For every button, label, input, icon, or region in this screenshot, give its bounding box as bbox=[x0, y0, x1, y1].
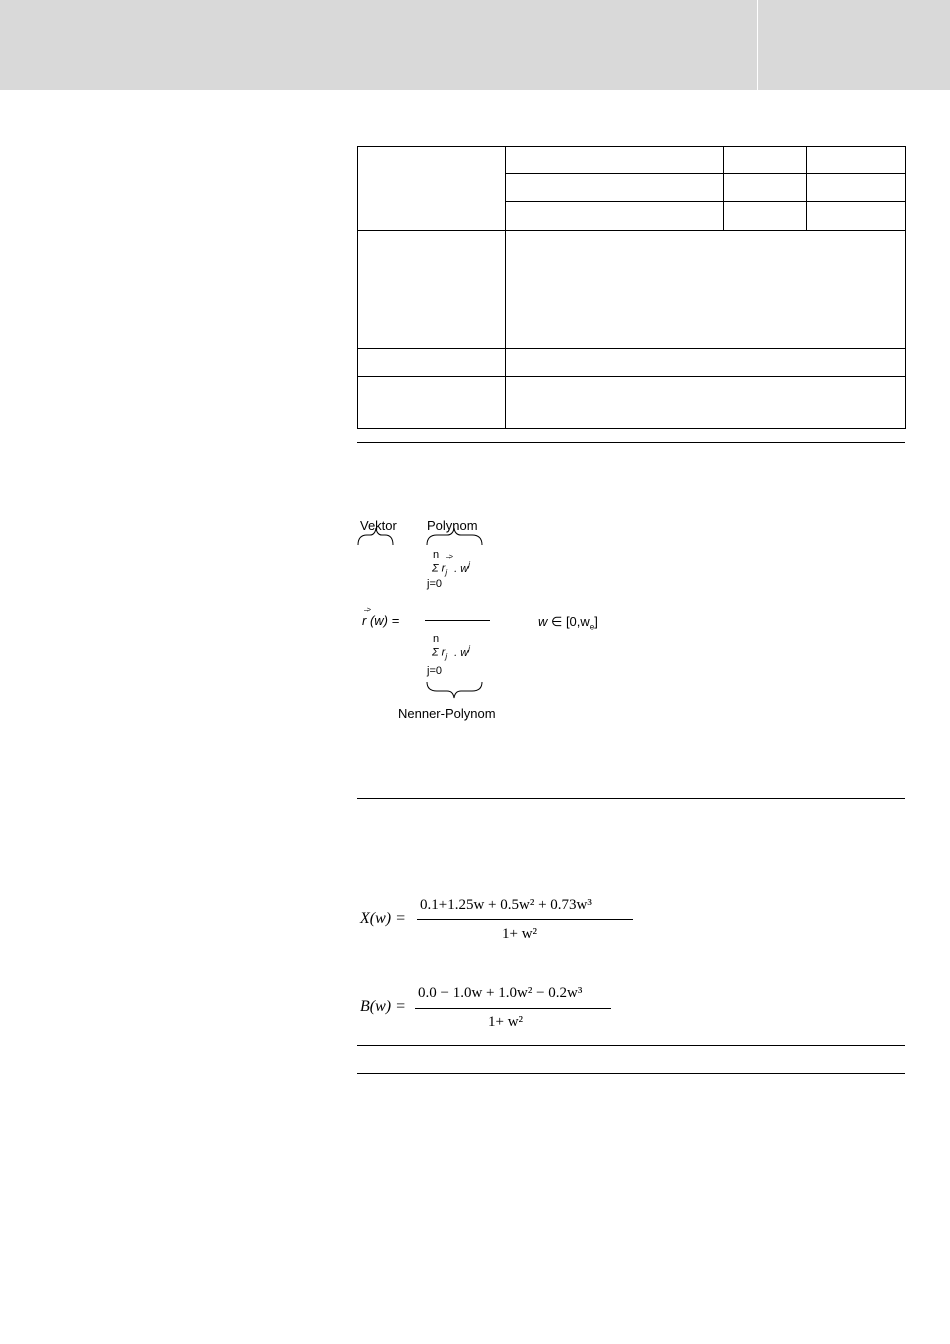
b-equation-numerator: 0.0 − 1.0w + 1.0w² − 0.2w³ bbox=[418, 985, 583, 1001]
table-row bbox=[358, 377, 906, 429]
table-cell bbox=[807, 202, 906, 231]
denominator-upper-limit: n bbox=[433, 633, 440, 645]
denominator-w-term: . w bbox=[454, 646, 469, 659]
numerator-w-term: . w bbox=[454, 562, 469, 575]
x-equation-numerator: 0.1+1.25w + 0.5w² + 0.73w³ bbox=[420, 897, 592, 913]
numerator-vector-arrow: –> bbox=[446, 554, 452, 561]
table-cell bbox=[506, 377, 906, 429]
domain-close-bracket: ] bbox=[594, 614, 598, 629]
brace-graphics bbox=[355, 525, 655, 725]
denominator-sum bbox=[432, 644, 470, 661]
denominator-lower-limit: j=0 bbox=[427, 665, 442, 677]
numerator-sum bbox=[432, 560, 470, 577]
x-equation-lhs: X(w) = bbox=[360, 910, 406, 927]
b-equation-fraction-bar bbox=[415, 1008, 611, 1009]
numerator-upper-limit: n bbox=[433, 549, 440, 561]
table-cell bbox=[506, 349, 906, 377]
table-cell bbox=[506, 174, 724, 202]
nenner-brace bbox=[427, 682, 482, 698]
table-cell bbox=[724, 147, 807, 174]
header-band bbox=[0, 0, 950, 90]
table-cell bbox=[724, 174, 807, 202]
domain-variable: w bbox=[538, 614, 548, 629]
table-cell bbox=[358, 377, 506, 429]
polynom-label: Polynom bbox=[427, 518, 478, 533]
domain-interval: ∈ [0,w bbox=[547, 614, 590, 629]
nenner-polynom-label: Nenner-Polynom bbox=[398, 706, 496, 721]
lhs-vector-arrow: –> bbox=[364, 607, 370, 614]
table-cell bbox=[358, 231, 506, 349]
section-rule bbox=[357, 442, 905, 443]
numerator-w-exponent: j bbox=[468, 560, 471, 569]
denominator-sum-subscript: j bbox=[445, 651, 448, 661]
denominator-sum-term: Σ r bbox=[432, 646, 446, 659]
table-cell bbox=[358, 349, 506, 377]
table-row bbox=[358, 231, 906, 349]
numerator-lower-limit: j=0 bbox=[427, 578, 442, 590]
table-cell bbox=[724, 202, 807, 231]
section-rule bbox=[357, 798, 905, 799]
table-cell bbox=[358, 147, 506, 231]
table-cell bbox=[807, 147, 906, 174]
numerator-sum-term: Σ r bbox=[432, 562, 446, 575]
table-row bbox=[358, 147, 906, 174]
header-tick bbox=[757, 0, 758, 90]
b-equation-denominator: 1+ w² bbox=[488, 1014, 524, 1030]
section-rule bbox=[357, 1045, 905, 1046]
table-cell bbox=[506, 147, 724, 174]
fraction-bar bbox=[425, 620, 490, 621]
x-equation-denominator: 1+ w² bbox=[502, 926, 538, 942]
vektor-label: Vektor bbox=[360, 518, 397, 533]
numerator-sum-subscript: j bbox=[445, 567, 448, 577]
spec-table bbox=[357, 146, 906, 429]
table-cell bbox=[807, 174, 906, 202]
lhs-term: r (w) = bbox=[362, 613, 400, 628]
domain-subscript: e bbox=[589, 622, 595, 632]
section-rule bbox=[357, 1073, 905, 1074]
b-equation-lhs: B(w) = bbox=[360, 998, 406, 1015]
table-row bbox=[358, 349, 906, 377]
table-cell bbox=[506, 231, 906, 349]
table-cell bbox=[506, 202, 724, 231]
x-equation-fraction-bar bbox=[417, 919, 633, 920]
denominator-w-exponent: j bbox=[468, 644, 471, 653]
domain-term bbox=[538, 614, 598, 632]
formula-diagram bbox=[355, 518, 655, 725]
